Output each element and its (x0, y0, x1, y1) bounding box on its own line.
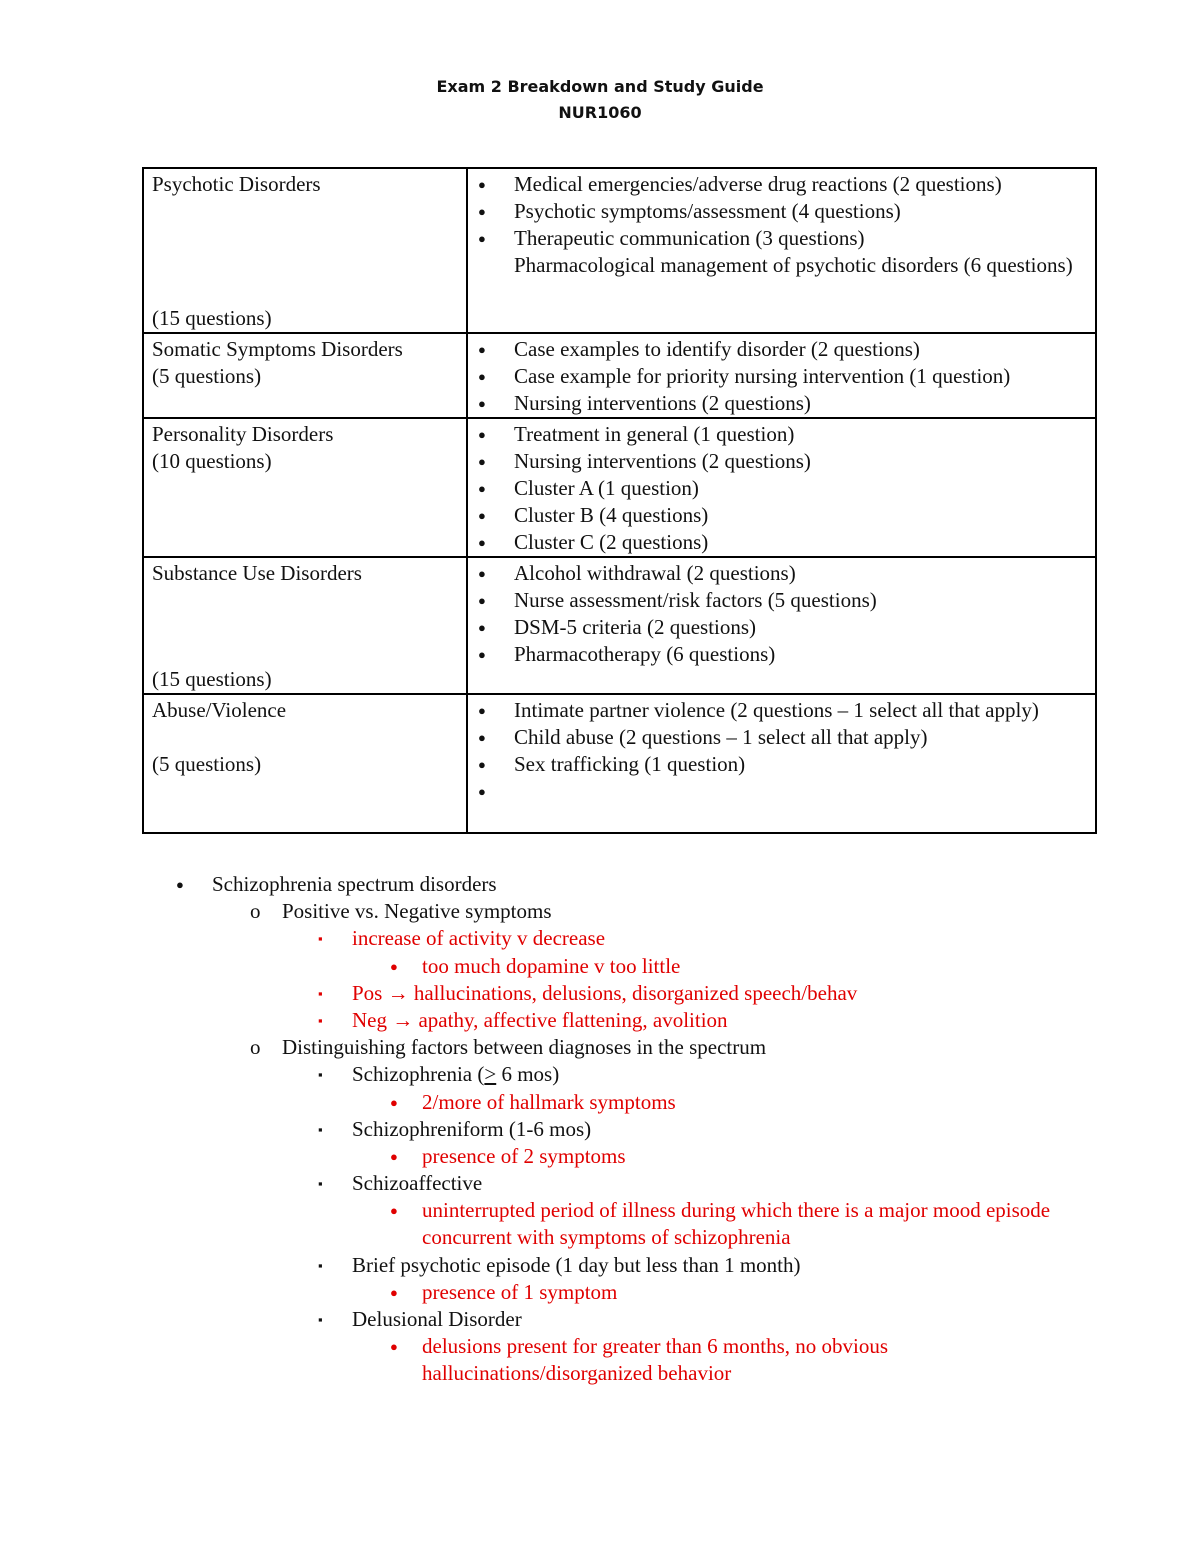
table-row (143, 168, 1096, 333)
topic-label: Substance Use Disorders (152, 561, 362, 585)
subtopics-cell (467, 333, 1096, 418)
question-count: (15 questions) (152, 306, 272, 330)
course-code: NUR1060 (558, 103, 642, 122)
subtopics-cell (467, 694, 1096, 833)
list-item: ● Case example for priority nursing intervention (1 question) (476, 363, 1087, 390)
list-item: ▪ increase of activity v decrease (0, 925, 1200, 952)
study-notes (0, 871, 1200, 1388)
list-item: ▪ Schizophrenia (> 6 mos) (0, 1061, 1200, 1088)
list-item: o Distinguishing factors between diagnoses in the spectrum (0, 1034, 1200, 1061)
topic-cell (143, 694, 467, 833)
topic-label: Somatic Symptoms Disorders (152, 337, 403, 361)
list-item: ● presence of 2 symptoms (0, 1143, 1200, 1170)
list-item: ▪ Schizophreniform (1-6 mos) (0, 1116, 1200, 1143)
list-item: ● Cluster A (1 question) (476, 475, 1087, 502)
list-item: ● presence of 1 symptom (0, 1279, 1200, 1306)
document-title: Exam 2 Breakdown and Study Guide (436, 77, 764, 96)
bullet-icon: ● (390, 1339, 398, 1355)
subtopic-list (476, 171, 1087, 279)
list-item (476, 778, 1087, 805)
topic-cell (143, 333, 467, 418)
list-item: ▪ Pos → hallucinations, delusions, disorganized speech/behav (0, 980, 1200, 1007)
table-row (143, 557, 1096, 694)
bullet-icon: ● (390, 1284, 398, 1300)
spacer (152, 724, 458, 751)
list-item: ● Medical emergencies/adverse drug reactions (2 questions) (476, 171, 1087, 198)
bullet-icon: ● (390, 1094, 398, 1110)
subtopic-list (476, 560, 1087, 668)
bullet-icon: ● (390, 1148, 398, 1164)
list-item: ▪ Neg → apathy, affective flattening, avolition (0, 1007, 1200, 1034)
bullet-icon: ● (390, 958, 398, 974)
topic-cell (143, 168, 467, 333)
square-bullet-icon: ▪ (318, 1312, 323, 1328)
list-item: ● delusions present for greater than 6 months, no obvious hallucinations/disorganized behavior (390, 1334, 888, 1386)
list-item: o Positive vs. Negative symptoms (0, 898, 1200, 925)
list-item: ● Therapeutic communication (3 questions) (476, 225, 1087, 252)
list-item: ● Case examples to identify disorder (2 questions) (476, 336, 1087, 363)
list-item: ● uninterrupted period of illness during which there is a major mood episode concurrent with symptoms of schizophrenia (390, 1198, 1051, 1250)
circle-bullet-icon: o (250, 899, 261, 924)
subtopic-list (476, 697, 1087, 805)
table-row (143, 418, 1096, 557)
topic-cell (143, 418, 467, 557)
topic-label: Personality Disorders (152, 422, 334, 446)
list-item: ● Nursing interventions (2 questions) (476, 448, 1087, 475)
square-bullet-icon: ▪ (318, 931, 323, 947)
exam-breakdown-table (142, 167, 1097, 834)
list-item: ● Cluster C (2 questions) (476, 529, 1087, 556)
question-count: (5 questions) (152, 364, 262, 388)
square-bullet-icon: ▪ (318, 1121, 323, 1137)
table-row (143, 694, 1096, 833)
topic-label: Psychotic Disorders (152, 172, 321, 196)
square-bullet-icon: ▪ (318, 1176, 323, 1192)
square-bullet-icon: ▪ (318, 985, 323, 1001)
list-item: ● Schizophrenia spectrum disorders (0, 871, 1200, 898)
subtopics-cell (467, 168, 1096, 333)
list-item: ● 2/more of hallmark symptoms (0, 1089, 1200, 1116)
list-item: ● Pharmacotherapy (6 questions) (476, 641, 1087, 668)
circle-bullet-icon: o (250, 1035, 261, 1060)
list-item: ● Alcohol withdrawal (2 questions) (476, 560, 1087, 587)
list-item: ● Intimate partner violence (2 questions – 1 select all that apply) (476, 697, 1087, 724)
document-header (0, 74, 1200, 126)
topic-label: Abuse/Violence (152, 698, 287, 722)
list-item: ▪ Delusional Disorder (0, 1306, 1200, 1333)
list-item: ● Nurse assessment/risk factors (5 questions) (476, 587, 1087, 614)
square-bullet-icon: ▪ (318, 1257, 323, 1273)
subtopics-cell (467, 557, 1096, 694)
question-count: (10 questions) (152, 449, 272, 473)
bullet-icon: ● (176, 877, 184, 892)
question-count: (15 questions) (152, 667, 272, 691)
subtopic-list (476, 336, 1087, 417)
list-item: ● Nursing interventions (2 questions) (476, 390, 1087, 417)
list-item: ● Cluster B (4 questions) (476, 502, 1087, 529)
list-item: ▪ Schizoaffective (0, 1170, 1200, 1197)
table-row (143, 333, 1096, 418)
subtopic-list (476, 421, 1087, 556)
list-item: ● Sex trafficking (1 question) (476, 751, 1087, 778)
square-bullet-icon: ▪ (318, 1067, 323, 1083)
list-item: ● too much dopamine v too little (0, 953, 1200, 980)
question-count: (5 questions) (152, 752, 262, 776)
subtopics-cell (467, 418, 1096, 557)
list-item: ● Treatment in general (1 question) (476, 421, 1087, 448)
list-item: ● Child abuse (2 questions – 1 select all that apply) (476, 724, 1087, 751)
square-bullet-icon: ▪ (318, 1012, 323, 1028)
bullet-icon: ● (390, 1203, 398, 1219)
list-item: Pharmacological management of psychotic disorders (6 questions) (514, 253, 1073, 277)
list-item: ● DSM-5 criteria (2 questions) (476, 614, 1087, 641)
list-item: ▪ Brief psychotic episode (1 day but less than 1 month) (0, 1252, 1200, 1279)
topic-cell (143, 557, 467, 694)
list-item: ● Psychotic symptoms/assessment (4 questions) (476, 198, 1087, 225)
